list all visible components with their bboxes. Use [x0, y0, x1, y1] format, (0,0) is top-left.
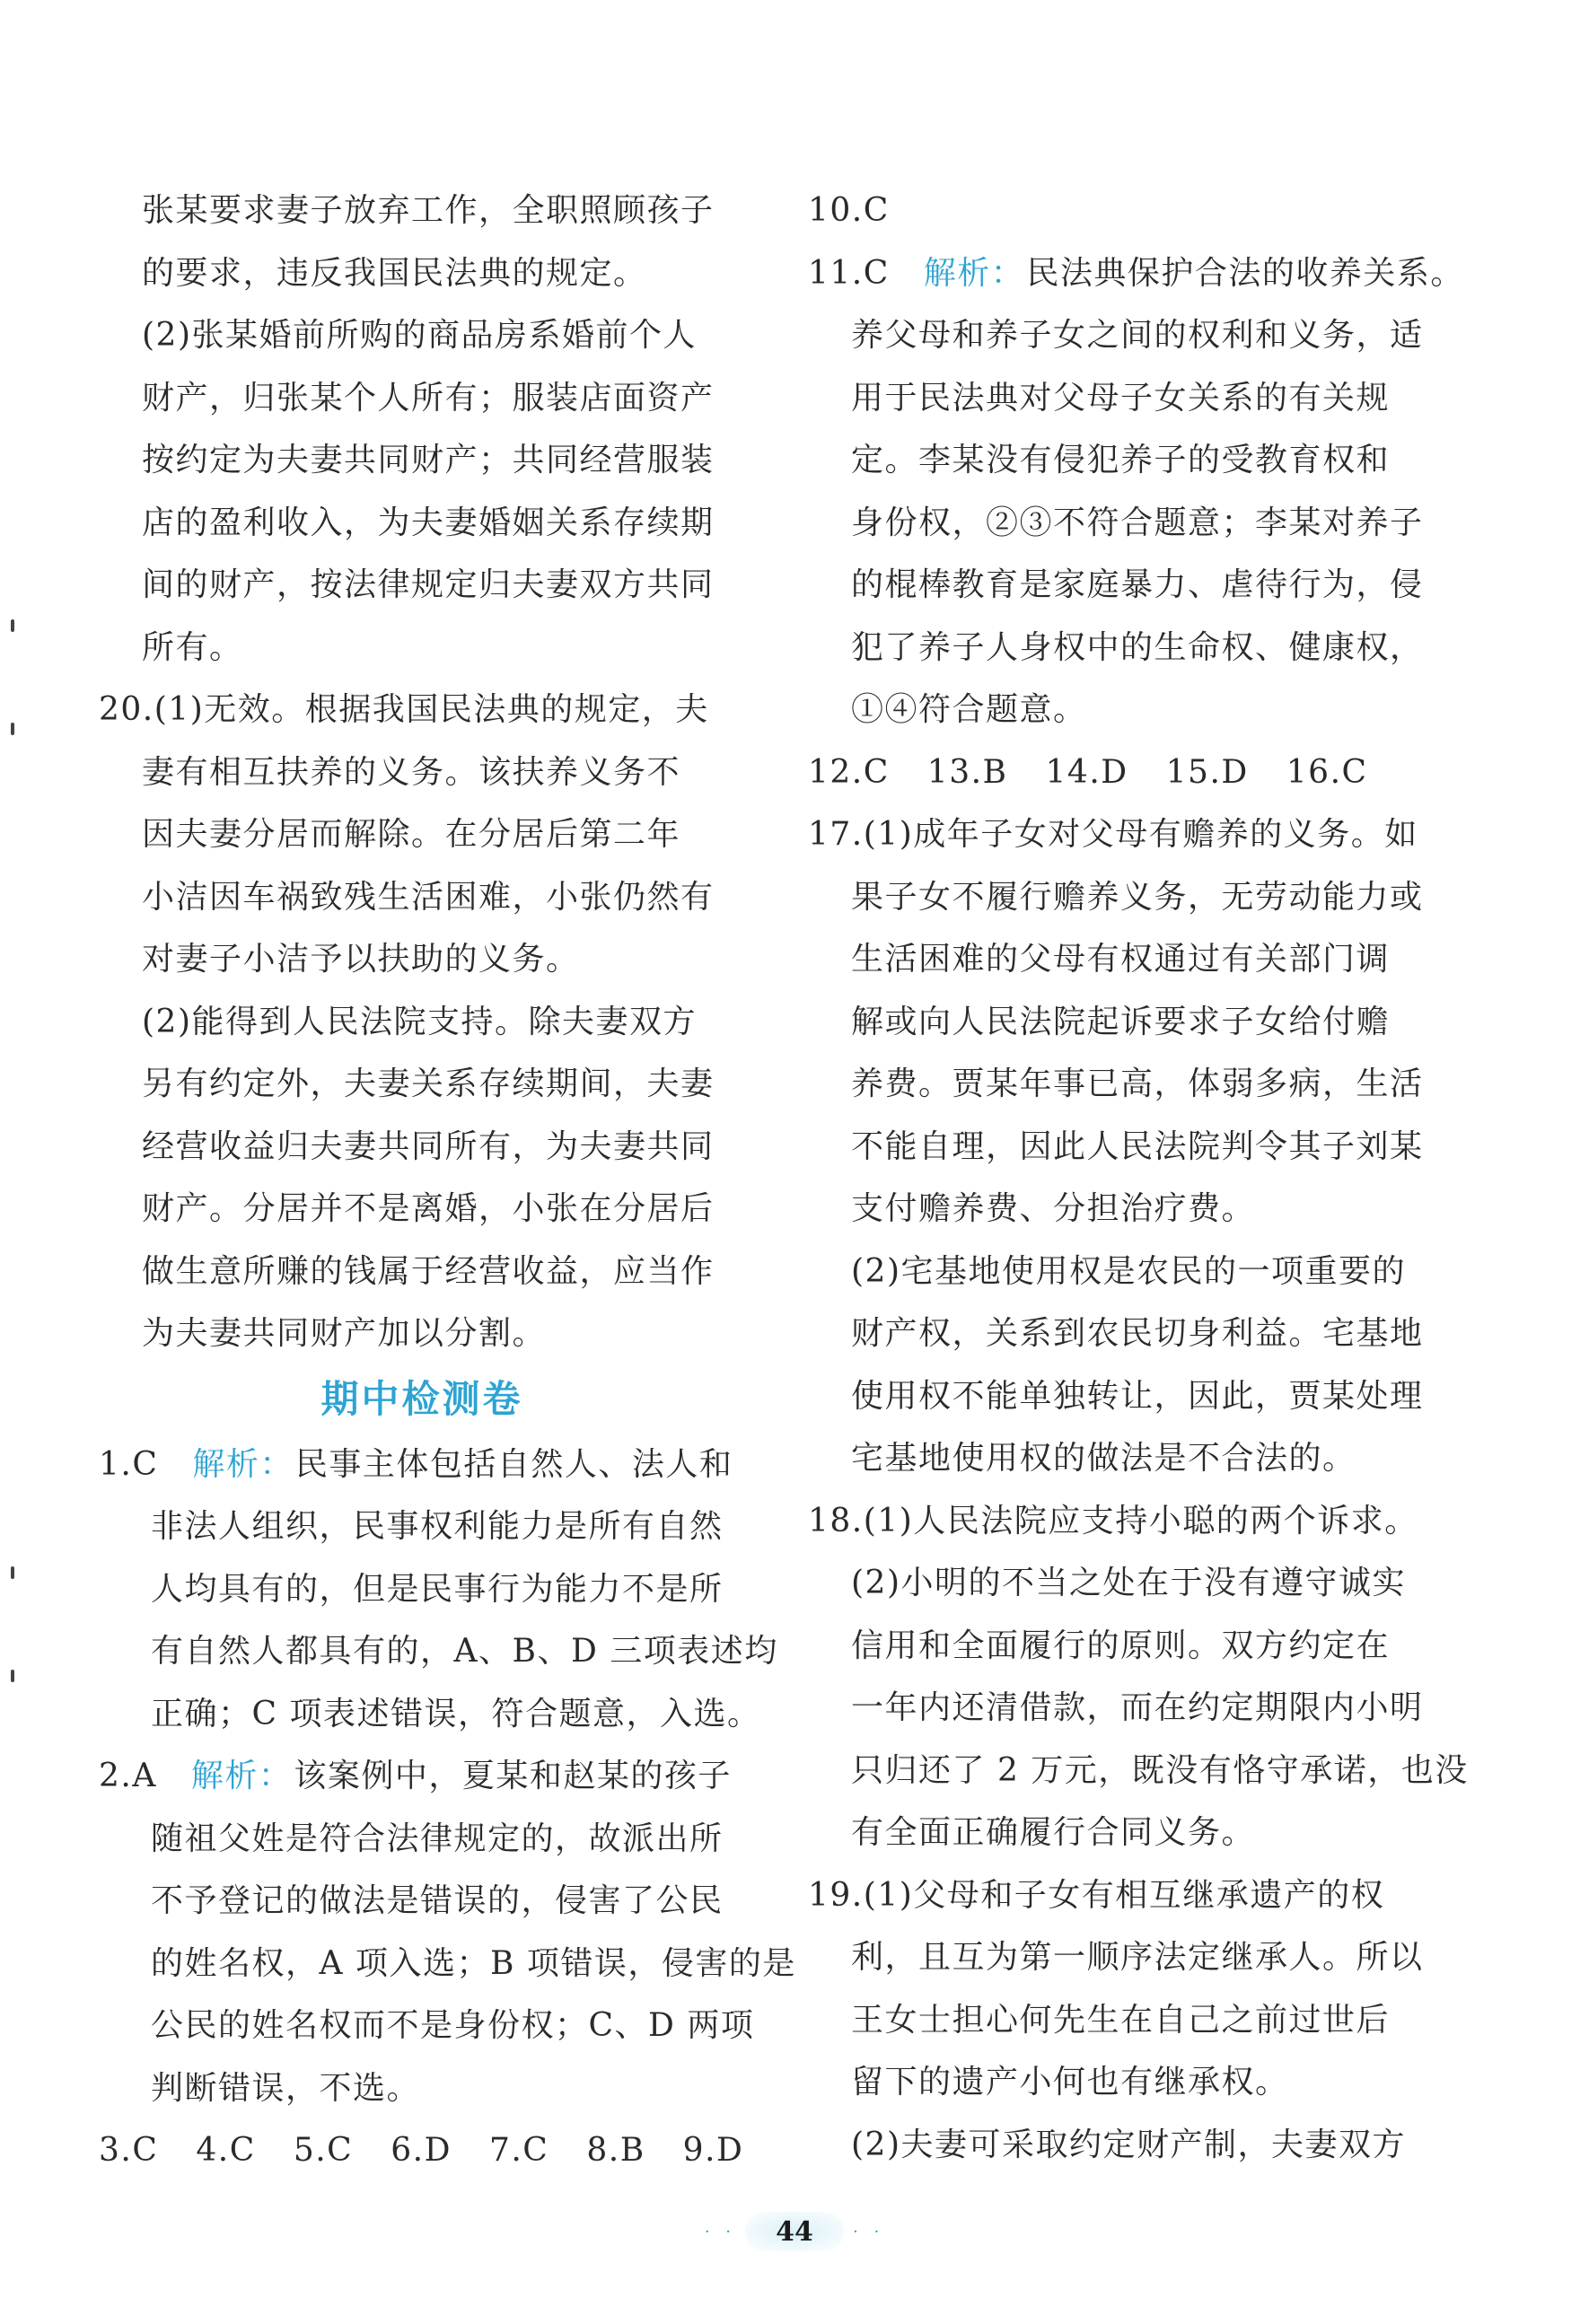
- text-line: 小洁因车祸致残生活困难，小张仍然有: [142, 878, 715, 916]
- binding-mark: [11, 619, 14, 632]
- text-line: 财产。分居并不是离婚，小张在分居后: [142, 1190, 715, 1227]
- text-line: 判断错误，不选。: [151, 2069, 421, 2107]
- text-line: 公民的姓名权而不是身份权；C、D 两项: [151, 2007, 755, 2044]
- right-column: [808, 180, 1469, 2176]
- question-19-first-line: 19.(1)父母和子女有相互继承遗产的权: [808, 1876, 1385, 1914]
- answer-item: 4.C: [196, 2132, 256, 2169]
- question-number: 2.A: [99, 1758, 157, 1794]
- question-number: 1.C: [99, 1445, 159, 1483]
- answers-3-to-9: [99, 2119, 745, 2182]
- text-line: 店的盈利收入，为夫妻婚姻关系存续期: [142, 504, 715, 541]
- answer-item: 13.B: [926, 753, 1008, 791]
- text-line: (2)张某婚前所购的商品房系婚前个人: [142, 317, 697, 354]
- binding-mark: [11, 723, 14, 735]
- text-line: 利，且互为第一顺序法定继承人。所以: [851, 1939, 1424, 1976]
- question-1-first-line: [99, 1434, 745, 1496]
- answer-item: 12.C: [808, 753, 890, 791]
- text-line: 财产，归张某个人所有；服装店面资产: [142, 379, 715, 417]
- section-title: 期中检测卷: [320, 1376, 523, 1421]
- text-line: (2)夫妻可采取约定财产制，夫妻双方: [851, 2126, 1406, 2163]
- answer-item: 16.C: [1286, 753, 1368, 791]
- text-line: (2)小明的不当之处在于没有遵守诚实: [851, 1565, 1406, 1601]
- text-line: 张某要求妻子放弃工作，全职照顾孩子: [142, 192, 715, 229]
- text-line: 随祖父姓是符合法律规定的，故派出所: [151, 1820, 724, 1857]
- analysis-tag: 解析：: [190, 1758, 293, 1794]
- question-text: 民事主体包括自然人、法人和: [294, 1445, 733, 1483]
- text-line: (2)能得到人民法院支持。除夫妻双方: [142, 1003, 697, 1040]
- text-line: 因夫妻分居而解除。在分居后第二年: [142, 816, 681, 853]
- text-line: 信用和全面履行的原则。双方约定在: [851, 1627, 1391, 1664]
- text-line: 不予登记的做法是错误的，侵害了公民: [151, 1882, 724, 1919]
- text-line: 做生意所赚的钱属于经营收益，应当作: [142, 1252, 715, 1290]
- text-line: 的要求，违反我国民法典的规定。: [142, 254, 647, 292]
- text-line: 按约定为夫妻共同财产；共同经营服装: [142, 442, 715, 478]
- text-line: ①④符合题意。: [851, 691, 1087, 728]
- text-line: 留下的遗产小何也有继承权。: [851, 2064, 1289, 2100]
- text-line: 的棍棒教育是家庭暴力、虐待行为，侵: [851, 566, 1424, 603]
- decorative-dots-right: · ·: [853, 2222, 885, 2241]
- text-line: 定。李某没有侵犯养子的受教育权和: [851, 442, 1391, 478]
- text-line: 养父母和养子女之间的权利和义务，适: [851, 317, 1424, 354]
- question-2-first-line: [99, 1745, 745, 1808]
- text-line: 另有约定外，夫妻关系存续期间，夫妻: [142, 1066, 715, 1102]
- page-footer: [0, 2205, 1589, 2258]
- text-line: 妻有相互扶养的义务。该扶养义务不: [142, 753, 681, 791]
- text-line: 对妻子小洁予以扶助的义务。: [142, 941, 580, 978]
- binding-mark: [11, 1670, 14, 1682]
- text-line: 果子女不履行赡养义务，无劳动能力或: [851, 878, 1424, 916]
- text-line: 不能自理，因此人民法院判令其子刘某: [851, 1127, 1424, 1165]
- text-line: 所有。: [142, 628, 243, 666]
- analysis-tag: 解析：: [923, 254, 1025, 292]
- answer-item: 8.B: [586, 2132, 645, 2169]
- text-line: 犯了养子人身权中的生命权、健康权，: [851, 628, 1424, 666]
- text-line: 为夫妻共同财产加以分割。: [142, 1315, 547, 1352]
- question-11-first-line: [808, 242, 1464, 305]
- text-line: 正确；C 项表述错误，符合题意，入选。: [151, 1695, 761, 1732]
- binding-mark: [11, 1566, 14, 1579]
- text-line: 只归还了 2 万元，既没有恪守承诺，也没: [851, 1751, 1469, 1789]
- text-line: 经营收益归夫妻共同所有，为夫妻共同: [142, 1127, 715, 1165]
- answer-item: 3.C: [99, 2132, 159, 2169]
- text-line: 有全面正确履行合同义务。: [851, 1814, 1256, 1851]
- answer-item: 6.D: [391, 2132, 452, 2169]
- text-line: 王女士担心何先生在自己之前过世后: [851, 2001, 1391, 2039]
- answer-10: 10.C: [808, 192, 890, 229]
- question-17-first-line: 17.(1)成年子女对父母有赡养的义务。如: [808, 816, 1418, 853]
- text-line: 使用权不能单独转让，因此，贾某处理: [851, 1377, 1424, 1415]
- answer-item: 9.D: [682, 2132, 744, 2169]
- question-text: 民法典保护合法的收养关系。: [1026, 254, 1464, 292]
- question-18-first-line: 18.(1)人民法院应支持小聪的两个诉求。: [808, 1502, 1418, 1539]
- text-line: 一年内还清借款，而在约定期限内小明: [851, 1689, 1424, 1726]
- text-line: 身份权，②③不符合题意；李某对养子: [851, 504, 1424, 541]
- text-line: 间的财产，按法律规定归夫妻双方共同: [142, 566, 715, 603]
- text-line: 宅基地使用权的做法是不合法的。: [851, 1440, 1356, 1477]
- text-line: (2)宅基地使用权是农民的一项重要的: [851, 1252, 1406, 1290]
- text-line: 非法人组织，民事权利能力是所有自然: [151, 1508, 724, 1545]
- answer-item: 15.D: [1165, 753, 1249, 791]
- text-line: 财产权，关系到农民切身利益。宅基地: [851, 1315, 1424, 1352]
- left-column: [99, 180, 796, 2182]
- text-line: 生活困难的父母有权通过有关部门调: [851, 941, 1391, 978]
- text-line: 的姓名权，A 项入选；B 项错误，侵害的是: [151, 1944, 796, 1982]
- text-line: 用于民法典对父母子女关系的有关规: [851, 379, 1391, 417]
- decorative-dots-left: · ·: [704, 2222, 736, 2241]
- text-line: 解或向人民法院起诉要求子女给付赡: [851, 1003, 1391, 1040]
- question-number: 11.C: [808, 254, 890, 292]
- question-20-first-line: 20.(1)无效。根据我国民法典的规定，夫: [99, 691, 709, 728]
- text-line: 养费。贾某年事已高，体弱多病，生活: [851, 1066, 1424, 1102]
- analysis-tag: 解析：: [192, 1445, 294, 1483]
- question-text: 该案例中，夏某和赵某的孩子: [294, 1758, 732, 1794]
- answers-12-to-16: [808, 741, 1454, 804]
- answer-item: 14.D: [1045, 753, 1128, 791]
- answer-item: 5.C: [293, 2132, 354, 2169]
- text-line: 支付赡养费、分担治疗费。: [851, 1190, 1256, 1227]
- answer-item: 7.C: [488, 2132, 549, 2169]
- text-line: 人均具有的，但是民事行为能力不是所: [151, 1570, 724, 1608]
- text-line: 有自然人都具有的，A、B、D 三项表述均: [151, 1633, 778, 1670]
- page-number: 44: [745, 2212, 844, 2251]
